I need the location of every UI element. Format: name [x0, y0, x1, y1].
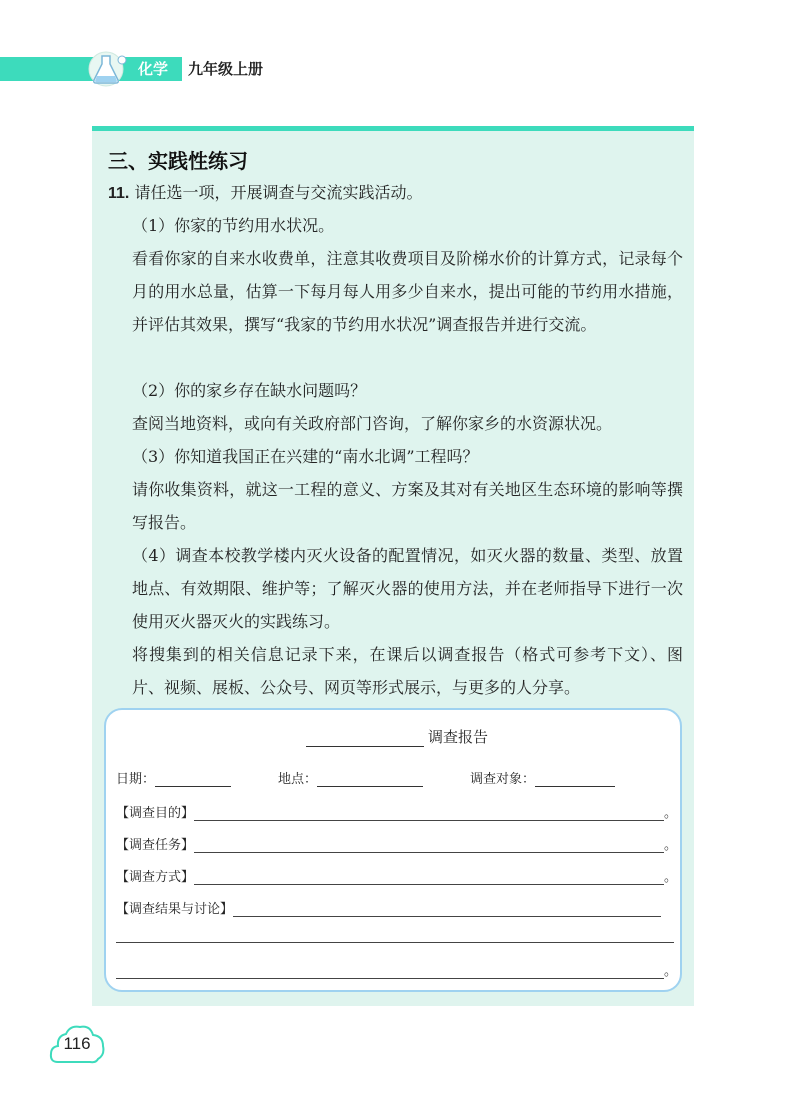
- question-intro-text: 请任选一项，开展调查与交流实践活动。: [134, 183, 423, 202]
- flask-icon: [86, 50, 132, 88]
- purpose-label: 【调查目的】: [116, 806, 195, 821]
- result-line-3-row: [116, 960, 677, 979]
- report-result-row: [116, 898, 661, 917]
- item-4-label: （4）调查本校教学楼内灭火设备的配置情况，如灭火器的数量、类型、放置地点、有效期限、维护等；了解灭火器的使用方法，并在老师指导下进行一次使用灭火器灭火的实践练习。: [132, 546, 683, 631]
- item-2-label: （2）你的家乡存在缺水问题吗？: [132, 381, 367, 400]
- report-title-text: 调查报告: [428, 728, 489, 746]
- report-template: [104, 708, 682, 992]
- place-label: 地点：: [278, 772, 318, 787]
- report-title-blank[interactable]: [306, 732, 424, 747]
- item-3-text: 请你收集资料，就这一工程的意义、方案及其对有关地区生态环境的影响等撰写报告。: [132, 480, 683, 532]
- task-label: 【调查任务】: [116, 838, 195, 853]
- date-field[interactable]: [155, 774, 231, 787]
- panel-top-rule: [92, 126, 694, 131]
- result-period: 。: [664, 964, 678, 979]
- header-book-title: 九年级上册: [182, 57, 269, 81]
- question-number: 11: [108, 185, 125, 202]
- method-field[interactable]: [194, 871, 664, 885]
- result-line-2[interactable]: [116, 942, 674, 943]
- question-number-dot: .: [124, 185, 130, 202]
- result-field[interactable]: [233, 903, 661, 917]
- report-date: [116, 768, 231, 787]
- item-1-label: （1）你家的节约用水状况。: [132, 216, 335, 235]
- target-field[interactable]: [535, 774, 615, 787]
- report-title: [306, 726, 488, 747]
- task-field[interactable]: [194, 839, 664, 853]
- page-number: 116: [63, 1034, 91, 1053]
- target-label: 调查对象：: [470, 772, 536, 787]
- date-label: 日期：: [116, 772, 156, 787]
- header-subject: 化学: [138, 60, 169, 78]
- closing-text: 将搜集到的相关信息记录下来，在课后以调查报告（格式可参考下文）、图片、视频、展板、公众号、网页等形式展示，与更多的人分享。: [132, 645, 683, 697]
- item-3-label: （3）你知道我国正在兴建的“南水北调”工程吗？: [132, 447, 479, 466]
- report-target: [470, 768, 615, 787]
- report-task-row: [116, 834, 677, 853]
- method-period: 。: [664, 870, 678, 885]
- report-place: [278, 768, 423, 787]
- method-label: 【调查方式】: [116, 870, 195, 885]
- result-label: 【调查结果与讨论】: [116, 902, 234, 917]
- task-period: 。: [664, 838, 678, 853]
- purpose-period: 。: [664, 806, 678, 821]
- report-method-row: [116, 866, 677, 885]
- report-purpose-row: [116, 802, 677, 821]
- item-1-text: 看看你家的自来水收费单，注意其收费项目及阶梯水价的计算方式，记录每个月的用水总量，估算一下每月每人用多少自来水，提出可能的节约用水措施，并评估其效果，撰写“我家的节约用水状况”调查报告并进行交流。: [132, 249, 683, 334]
- result-line-3[interactable]: [116, 965, 664, 979]
- place-field[interactable]: [317, 774, 423, 787]
- section-title: 三、实践性练习: [108, 149, 248, 173]
- question-intro: [108, 176, 683, 210]
- purpose-field[interactable]: [194, 807, 664, 821]
- item-2-text: 查阅当地资料，或向有关政府部门咨询，了解你家乡的水资源状况。: [132, 414, 613, 433]
